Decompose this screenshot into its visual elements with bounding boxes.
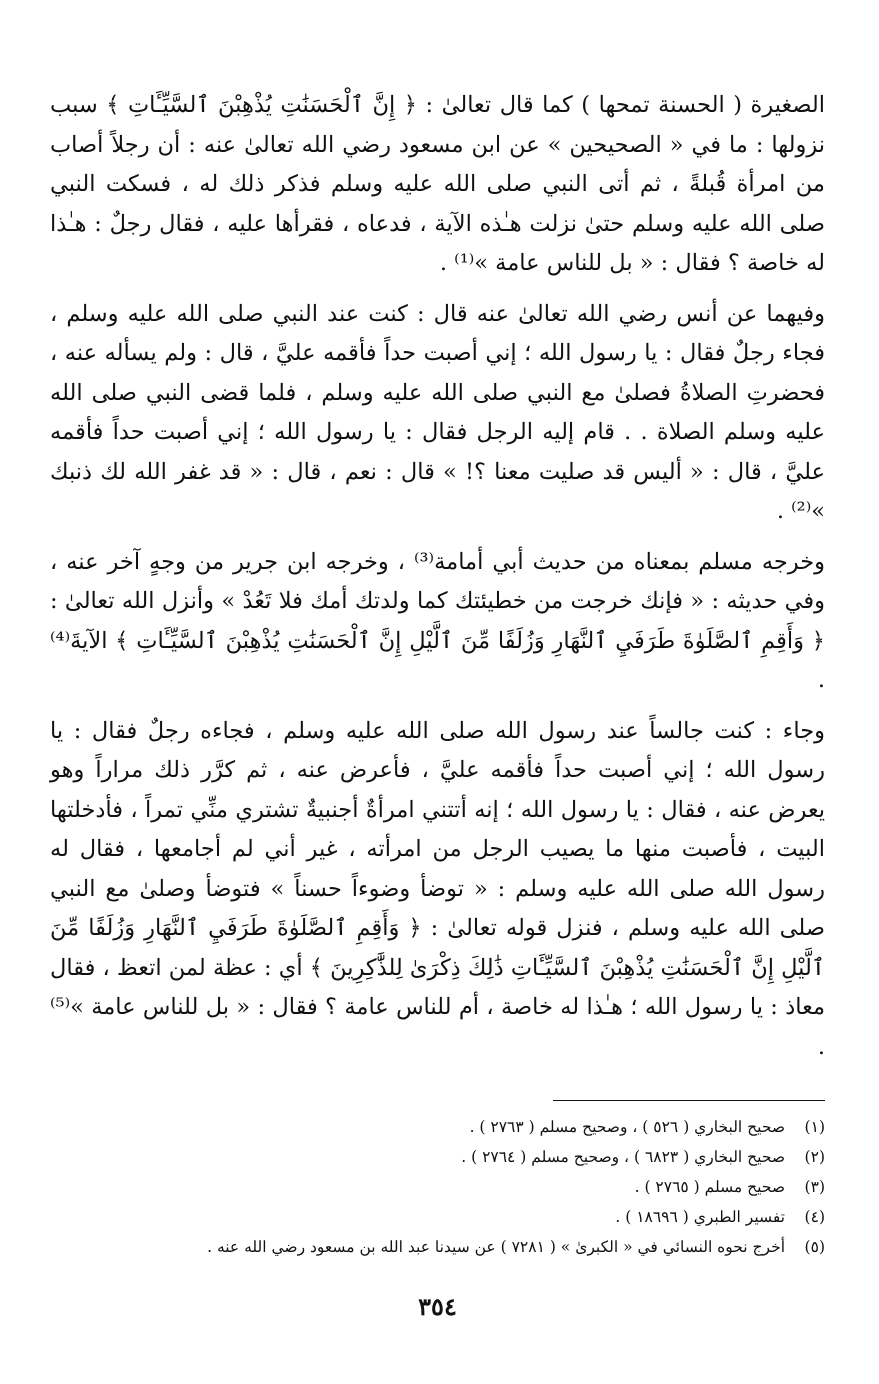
footnote-text: صحيح البخاري ( ٦٨٢٣ ) ، وصحيح مسلم ( ٢٧٦٤ ) . (461, 1148, 785, 1166)
paragraph: وخرجه مسلم بمعناه من حديث أبي أمامة⁽³⁾ ، وخرجه ابن جرير من وجهٍ آخر عنه ، وفي حديثه : « فإنك خرجت من خطيئتك كما ولدتك أمك فلا تَعُدْ » وأنزل الله تعالىٰ : ﴿ وَأَقِمِ ٱلصَّلَوٰةَ طَرَفَيِ ٱلنَّهَارِ وَزُلَفًا مِّنَ ٱلَّيْلِ إِنَّ ٱلْحَسَنَٰتِ يُذْهِبْنَ ٱلسَّيِّـَٔاتِ ﴾ الآيةَ⁽⁴⁾ . (50, 548, 825, 693)
footnotes-list (50, 1112, 825, 1262)
footnote (50, 1232, 825, 1262)
footnote-number: (٣) (804, 1178, 825, 1196)
footnote-divider (553, 1100, 825, 1101)
footnote-number: (٤) (804, 1208, 825, 1226)
footnote-text: أخرج نحوه النسائي في « الكبرىٰ » ( ٧٢٨١ ) عن سيدنا عبد الله بن مسعود رضي الله عنه . (207, 1238, 785, 1256)
footnote-number: (١) (804, 1118, 825, 1136)
footnote-text: صحيح مسلم ( ٢٧٦٥ ) . (634, 1178, 785, 1196)
body-text (50, 86, 825, 1067)
paragraph: وجاء : كنت جالساً عند رسول الله صلى الله عليه وسلم ، فجاءه رجلٌ فقال : يا رسول الله ؛ إني أصبت حداً فأقمه عليَّ ، فأعرض عنه ، ثم كرَّر ذلك مراراً وهو يعرض عنه ، فقال : يا رسول الله ؛ إنه أتتني امرأةٌ أجنبيةٌ تشتري منِّي تمراً ، فأدخلتها البيت ، فأصبت منها ما يصيب الرجل من امرأته ، غير أني لم أجامعها ، فقال له رسول الله صلى الله عليه وسلم : « توضأ وضوءاً حسناً » فتوضأ وصلىٰ مع النبي صلى الله عليه وسلم ، فنزل قوله تعالىٰ : ﴿ وَأَقِمِ ٱلصَّلَوٰةَ طَرَفَيِ ٱلنَّهَارِ وَزُلَفًا مِّنَ ٱلَّيْلِ إِنَّ ٱلْحَسَنَٰتِ يُذْهِبْنَ ٱلسَّيِّـَٔاتِ ذَٰلِكَ ذِكْرَىٰ لِلذَّٰكِرِينَ ﴾ أي : عظة لمن اتعظ ، فقال معاذ : يا رسول الله ؛ هـٰذا له خاصة ، أم للناس عامة ؟ فقال : « بل للناس عامة »⁽⁵⁾ . (50, 717, 825, 1060)
paragraph: وفيهما عن أنس رضي الله تعالىٰ عنه قال : كنت عند النبي صلى الله عليه وسلم ، فجاء رجلٌ فقال : يا رسول الله ؛ إني أصبت حداً فأقمه عليَّ ، قال : ولم يسأله عنه ، فحضرتِ الصلاةُ فصلىٰ مع النبي صلى الله عليه وسلم ، فلما قضى النبي صلى الله عليه وسلم الصلاة . . قام إليه الرجل فقال : يا رسول الله ؛ إني أصبت حداً فأقمه عليَّ ، قال : « أليس قد صليت معنا ؟! » قال : نعم ، قال : « قد غفر الله لك ذنبك »⁽²⁾ . (50, 300, 825, 524)
book-page (50, 86, 825, 1384)
footnote (50, 1112, 825, 1142)
footnote-number: (٥) (804, 1238, 825, 1256)
footnote (50, 1172, 825, 1202)
footnote-text: تفسير الطبري ( ١٨٦٩٦ ) . (615, 1208, 785, 1226)
footnote (50, 1142, 825, 1172)
paragraph: الصغيرة ( الحسنة تمحها ) كما قال تعالىٰ : ﴿ إِنَّ ٱلْحَسَنَٰتِ يُذْهِبْنَ ٱلسَّيِّـَٔاتِ ﴾ سبب نزولها : ما في « الصحيحين » عن ابن مسعود رضي الله تعالىٰ عنه : أن رجلاً أصاب من امرأة قُبلةً ، ثم أتى النبي صلى الله عليه وسلم فذكر ذلك له ، فسكت النبي صلى الله عليه وسلم حتىٰ نزلت هـٰذه الآية ، فدعاه ، فقرأها عليه ، فقال رجلٌ : هـٰذا له خاصة ؟ فقال : « بل للناس عامة »⁽¹⁾ . (50, 92, 825, 276)
footnote-number: (٢) (804, 1148, 825, 1166)
page-number: ٣٥٤ (418, 1292, 457, 1321)
footnote-text: صحيح البخاري ( ٥٢٦ ) ، وصحيح مسلم ( ٢٧٦٣ ) . (469, 1118, 785, 1136)
footnote (50, 1202, 825, 1232)
